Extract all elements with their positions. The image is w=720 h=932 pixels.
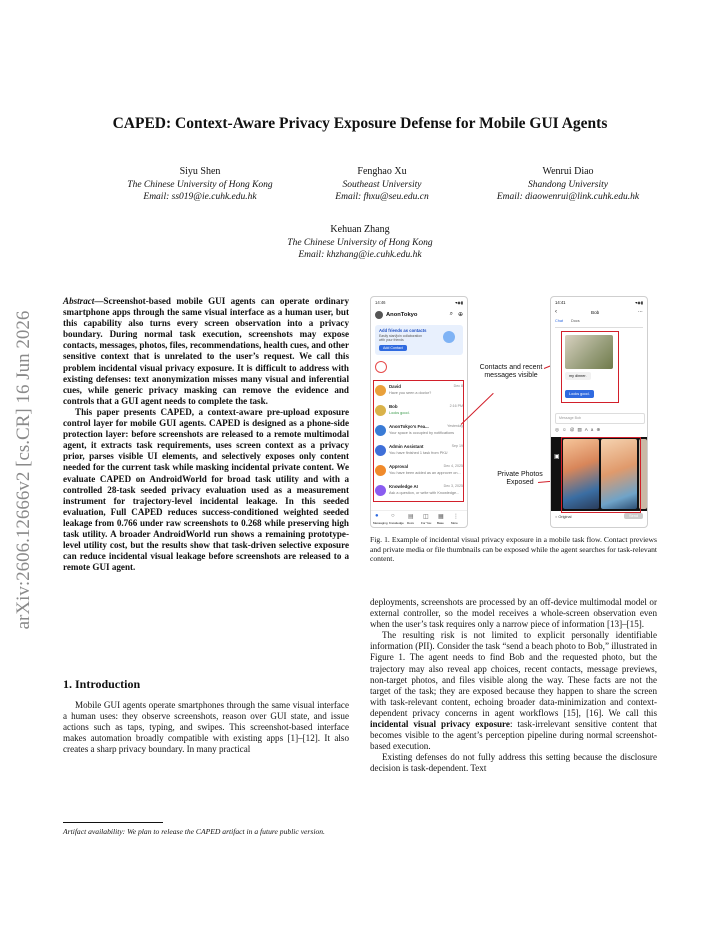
abstract-paragraph: —Screenshot-based mobile GUI agents can operate ordinary smartphone apps through the same visual interface as a human user, but this capability also turns every screen observation into a privacy boundary. During normal task execution, screenshots may expose contacts, messages, photos, files, recommendations, health cues, and other sensitive context that is unrelated to the user’s request. We call this problem incidental visual privacy exposure. It is difficult to address with existing defenses: text anonymization misses many visual and inferential cues, while generic privacy masking can remove the evidence and controls that a GUI agent needs to complete the task. xyxy=(63,296,349,406)
nav-item[interactable]: More xyxy=(451,521,458,525)
knowledge-icon: ○ xyxy=(391,513,395,519)
add-friends-banner xyxy=(375,325,463,355)
photos-highlight xyxy=(561,437,641,513)
author-email: Email: diaowenrui@link.cuhk.edu.hk xyxy=(496,192,640,202)
chat-name: David xyxy=(389,384,401,389)
author-name: Kehuan Zhang xyxy=(330,224,390,235)
chat-preview: Have you seen a doctor? xyxy=(389,391,432,395)
nav-item[interactable]: Base xyxy=(437,521,444,525)
status-time: 14:46 xyxy=(375,300,386,305)
author-name: Fenghao Xu xyxy=(357,166,407,177)
chat-time: Dec 4, 2025 xyxy=(443,464,463,468)
body-paragraph: deployments, screenshots are processed by an off-device multimodal model or external controller, so the model receives a whole-screen observation even when the user’s task requires only a narrow piece of information [13]–[15]. xyxy=(370,597,657,630)
annotation-photos: Private Photos Exposed xyxy=(497,471,543,487)
chat-icon: ● xyxy=(375,513,379,519)
chat-time: 2:16 PM xyxy=(449,404,463,408)
chat-contact-name: Bob xyxy=(591,310,600,315)
message-input[interactable] xyxy=(555,413,645,424)
docs-icon: ▤ xyxy=(408,514,414,520)
author-block xyxy=(200,224,520,262)
more-icon: ⋮ xyxy=(453,514,459,520)
chat-preview: Looks good. xyxy=(389,411,410,415)
banner-text: Easily start/join collaboration with your friends xyxy=(379,334,422,342)
more-icon[interactable]: ⋯ xyxy=(638,309,643,315)
body-paragraph xyxy=(370,630,657,752)
author-block xyxy=(292,166,472,204)
chat-preview: Ask a question, or write with Knowledge... xyxy=(389,491,460,495)
author-email: Email: fhxu@seu.edu.cn xyxy=(335,192,429,202)
text-run: The resulting risk is not limited to explicit personally identifiable information (PII). Consider the task “send a beach photo to Bob,” illustrated in Figure 1. The agent needs to find Bob and the requested photo, but the trajectory may also reveal app choices, recent contacts, message previews, non-target photos, and files visible along the way. These facts are not the target of the task; they are exposed because they happen to share the screen with task-relevant content, echoing broader data-minimization and context-dependent privacy concerns in agent workflows [15], [16]. We call this xyxy=(370,630,657,718)
key-term: incidental visual privacy exposure xyxy=(370,719,510,730)
nav-item[interactable]: Knowledge xyxy=(389,521,404,525)
arxiv-id-text: arXiv:2606.12666v2 [cs.CR] 16 Jun 2026 xyxy=(13,310,34,630)
author-affiliation: The Chinese University of Hong Kong xyxy=(127,179,273,190)
abstract xyxy=(63,296,349,573)
status-icons: ▾◉▮ xyxy=(635,300,643,305)
text-run: : task-irrelevant sensitive content that becomes visible to the agent’s perception pipeline during normal screenshot-based execution. xyxy=(370,719,658,752)
message-bubble: Looks good. xyxy=(565,390,594,398)
tab-docs[interactable]: Docs xyxy=(571,319,580,323)
intro-text xyxy=(63,700,349,755)
status-time: 14:41 xyxy=(555,300,566,305)
avatar xyxy=(375,311,383,319)
send-button[interactable]: Send xyxy=(624,513,643,519)
author-block xyxy=(468,166,668,204)
original-label: Original xyxy=(558,515,572,519)
input-placeholder: Message Bob xyxy=(559,416,581,420)
chat-time: Dec 3, 2025 xyxy=(443,484,463,488)
phone-screenshot-chat xyxy=(550,296,648,528)
add-contact-button[interactable]: Add Contact xyxy=(379,345,407,351)
messages-highlight xyxy=(561,331,619,403)
chat-name: Bob xyxy=(389,404,398,409)
chat-time: Yesterday xyxy=(447,424,463,428)
author-affiliation: Southeast University xyxy=(342,179,422,190)
figure-1 xyxy=(368,296,660,528)
author-email: Email: ss019@ie.cuhk.edu.hk xyxy=(143,192,257,202)
abstract-paragraph: This paper presents CAPED, a context-aware pre-upload exposure control layer for mobile GUI agents. CAPED is designed as a phone-side protection layer: before screenshots are released to a remote multimodal agent, it extracts task requirements, uses screen context as a privacy prior, parses visible UI elements, and selectively exposes only content needed for the current task while masking incidental private content. We evaluate CAPED on AndroidWorld for broad task utility and with a controlled 28-task seeded privacy evaluation used as a measurement instrument for trajectory-level incidental leakage. In this seeded evaluation, Full CAPED reduces success-conditioned weighted seeded leakage from 0.766 under raw screenshots to 0.268 while preserving high task utility. A broader AndroidWorld run shows a remaining prototype-level utility cost, but the results show that task-driven selective exposure can reduce incidental visual leakage before screenshots are released to a remote GUI agent. xyxy=(63,406,349,573)
author-name: Wenrui Diao xyxy=(542,166,594,177)
chat-preview: You have finished 1 task from PKU xyxy=(389,451,448,455)
camera-icon[interactable]: ▣ xyxy=(554,454,560,460)
divider xyxy=(555,327,643,328)
contacts-highlight xyxy=(373,380,464,502)
message-bubble: my dinner. xyxy=(565,372,591,380)
author-name: Siyu Shen xyxy=(179,166,221,177)
chat-time: Dec 8 xyxy=(453,384,463,388)
add-icon: ⊕ xyxy=(457,312,463,318)
nav-item[interactable]: For You xyxy=(421,521,432,525)
body-paragraph: Existing defenses do not fully address this setting because the disclosure decision is task-dependent. Text xyxy=(370,752,657,774)
toolbar-icons: ◎☺@▨Aa⊕ xyxy=(555,427,604,432)
right-column-text xyxy=(370,597,657,775)
phone-screenshot-messages xyxy=(370,296,468,528)
abstract-label: Abstract xyxy=(63,296,95,306)
arxiv-identifier xyxy=(4,260,44,680)
section-heading: 1. Introduction xyxy=(63,677,141,691)
paper-title: CAPED: Context-Aware Privacy Exposure Defense for Mobile GUI Agents xyxy=(112,115,608,132)
footnote: Artifact availability: We plan to release the CAPED artifact in a future public version. xyxy=(63,827,325,836)
app-name: AnonTokyo xyxy=(386,312,418,318)
body-paragraph: Mobile GUI agents operate smartphones through the same visual interface a human uses: they observe screenshots, reason over GUI state, and issue actions such as taps, typing, and swipes. This screenshot-based interface makes automation broadly compatible with existing apps [1]–[12]. It also creates a sharp privacy boundary. In many practical xyxy=(63,700,349,755)
author-block xyxy=(110,166,290,204)
back-icon[interactable]: ‹ xyxy=(555,309,557,315)
tab-chat[interactable]: Chat xyxy=(555,319,564,323)
figure-caption: Fig. 1. Example of incidental visual privacy exposure in a mobile task flow. Contact previews and private media or file thumbnails can be exposed while the agent searches for task-relevant content. xyxy=(370,535,657,563)
chat-name: Admin Assistant xyxy=(389,444,424,449)
base-icon: ▦ xyxy=(438,514,444,520)
chat-preview: Your space is occupied by notifications xyxy=(389,431,455,435)
foryou-icon: ◫ xyxy=(423,514,429,520)
bottom-nav xyxy=(371,510,467,527)
chat-preview: You have been added as an approver on... xyxy=(389,471,461,475)
nav-item[interactable]: Docs xyxy=(407,521,414,525)
footnote-rule xyxy=(63,822,163,823)
author-email: Email: khzhang@ie.cuhk.edu.hk xyxy=(298,250,422,260)
chat-name: Approval xyxy=(389,464,409,469)
author-affiliation: The Chinese University of Hong Kong xyxy=(287,237,433,248)
chat-name: AnonTokyo's Fea... xyxy=(389,424,429,429)
chat-name: Knowledge AI xyxy=(389,484,418,489)
chat-time: Sep 19 xyxy=(451,444,463,448)
illustration-icon xyxy=(443,331,455,343)
author-affiliation: Shandong University xyxy=(528,179,608,190)
search-icon: ⌕ xyxy=(449,311,453,317)
nav-item[interactable]: Messaging xyxy=(373,521,388,525)
annotation-contacts: Contacts and recent messages visible xyxy=(479,364,543,380)
banner-title: Add friends as contacts xyxy=(379,328,427,333)
collab-icon xyxy=(375,361,387,373)
status-icons: ▾◉▮ xyxy=(455,300,463,305)
original-toggle[interactable]: ○ Original xyxy=(555,515,572,519)
